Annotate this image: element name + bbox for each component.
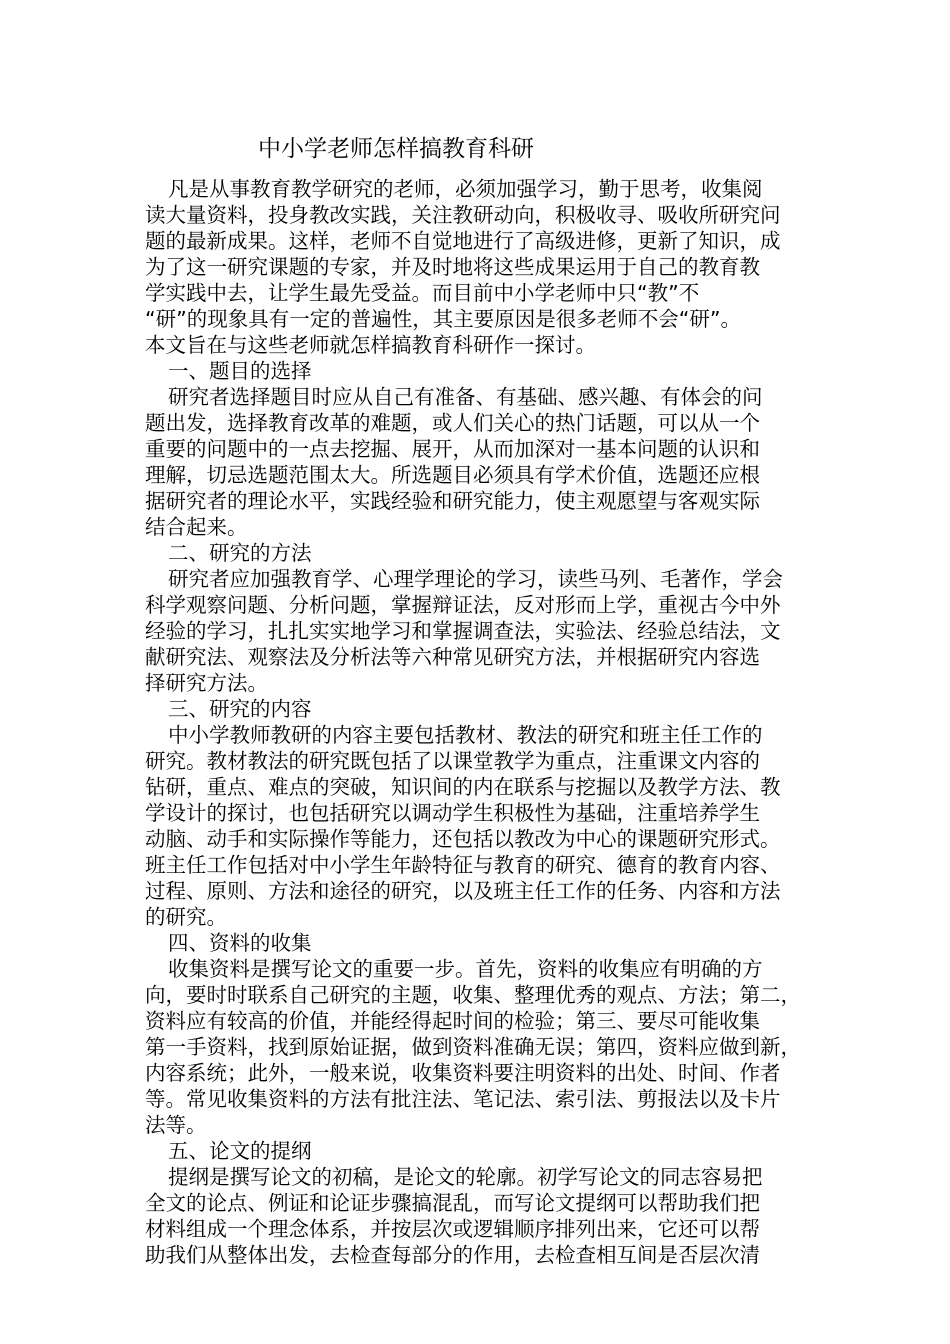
paragraph-line: 资料应有较高的价值，并能经得起时间的检验；第三、要尽可能收集 — [145, 1009, 760, 1033]
paragraph-line: 凡是从事教育教学研究的老师，必须加强学习，勤于思考，收集阅 — [168, 177, 763, 201]
paragraph-line: 经验的学习，扎扎实实地学习和掌握调查法，实验法、经验总结法，文 — [145, 619, 781, 643]
paragraph-line: 材料组成一个理念体系，并按层次或逻辑顺序排列出来，它还可以帮 — [145, 1217, 760, 1241]
paragraph-line: 第一手资料，找到原始证据，做到资料准确无误；第四，资料应做到新， — [145, 1035, 801, 1059]
paragraph-line: 等。常见收集资料的方法有批注法、笔记法、索引法、剪报法以及卡片 — [145, 1087, 781, 1111]
paragraph-line: 题的最新成果。这样，老师不自觉地进行了高级进修，更新了知识，成 — [145, 229, 781, 253]
paragraph-line: 理解，切忌选题范围太大。所选题目必须具有学术价值，选题还应根 — [145, 463, 760, 487]
paragraph-line: 择研究方法。 — [145, 671, 268, 695]
paragraph-line: 法等。 — [145, 1113, 207, 1137]
paragraph-line: 动脑、动手和实际操作等能力，还包括以教改为中心的课题研究形式。 — [145, 827, 781, 851]
paragraph-line: 科学观察问题、分析问题，掌握辩证法，反对形而上学，重视古今中外 — [145, 593, 781, 617]
section-heading: 二、研究的方法 — [168, 541, 312, 565]
paragraph-line: 学设计的探讨，也包括研究以调动学生积极性为基础，注重培养学生 — [145, 801, 760, 825]
section-heading: 五、论文的提纲 — [168, 1139, 312, 1163]
paragraph-line: 据研究者的理论水平，实践经验和研究能力，使主观愿望与客观实际 — [145, 489, 760, 513]
paragraph-line: “研”的现象具有一定的普遍性，其主要原因是很多老师不会“研”。 — [145, 307, 741, 331]
section-heading: 四、资料的收集 — [168, 931, 312, 955]
paragraph-line: 向，要时时联系自己研究的主题，收集、整理优秀的观点、方法；第二， — [145, 983, 801, 1007]
paragraph-line: 重要的问题中的一点去挖掘、展开，从而加深对一基本问题的认识和 — [145, 437, 760, 461]
paragraph-line: 班主任工作包括对中小学生年龄特征与教育的研究、德育的教育内容、 — [145, 853, 781, 877]
paragraph-line: 为了这一研究课题的专家，并及时地将这些成果运用于自己的教育教 — [145, 255, 760, 279]
paragraph-line: 研究者选择题目时应从自己有准备、有基础、感兴趣、有体会的问 — [168, 385, 763, 409]
paragraph-line: 题出发，选择教育改革的难题，或人们关心的热门话题，可以从一个 — [145, 411, 760, 435]
paragraph-line: 读大量资料，投身教改实践，关注教研动向，积极收寻、吸收所研究问 — [145, 203, 781, 227]
paragraph-line: 研究者应加强教育学、心理学理论的学习，读些马列、毛著作，学会 — [168, 567, 783, 591]
paragraph-line: 钻研，重点、难点的突破，知识间的内在联系与挖掘以及教学方法、教 — [145, 775, 781, 799]
paragraph-line: 助我们从整体出发，去检查每部分的作用，去检查相互间是否层次清 — [145, 1243, 760, 1267]
paragraph-line: 的研究。 — [145, 905, 227, 929]
section-heading: 三、研究的内容 — [168, 697, 312, 721]
paragraph-line: 过程、原则、方法和途径的研究，以及班主任工作的任务、内容和方法 — [145, 879, 781, 903]
document-title: 中小学老师怎样搞教育科研 — [258, 136, 534, 162]
paragraph-line: 收集资料是撰写论文的重要一步。首先，资料的收集应有明确的方 — [168, 957, 763, 981]
paragraph-line: 内容系统；此外，一般来说，收集资料要注明资料的出处、时间、作者 — [145, 1061, 781, 1085]
section-heading: 一、题目的选择 — [168, 359, 312, 383]
paragraph-line: 中小学教师教研的内容主要包括教材、教法的研究和班主任工作的 — [168, 723, 763, 747]
paragraph-line: 提纲是撰写论文的初稿，是论文的轮廓。初学写论文的同志容易把 — [168, 1165, 763, 1189]
paragraph-line: 全文的论点、例证和论证步骤搞混乱，而写论文提纲可以帮助我们把 — [145, 1191, 760, 1215]
paragraph-line: 献研究法、观察法及分析法等六种常见研究方法，并根据研究内容选 — [145, 645, 760, 669]
paragraph-line: 学实践中去，让学生最先受益。而目前中小学老师中只“教”不 — [145, 281, 700, 305]
paragraph-line: 本文旨在与这些老师就怎样搞教育科研作一探讨。 — [145, 333, 596, 357]
paragraph-line: 研究。教材教法的研究既包括了以课堂教学为重点，注重课文内容的 — [145, 749, 760, 773]
paragraph-line: 结合起来。 — [145, 515, 248, 539]
